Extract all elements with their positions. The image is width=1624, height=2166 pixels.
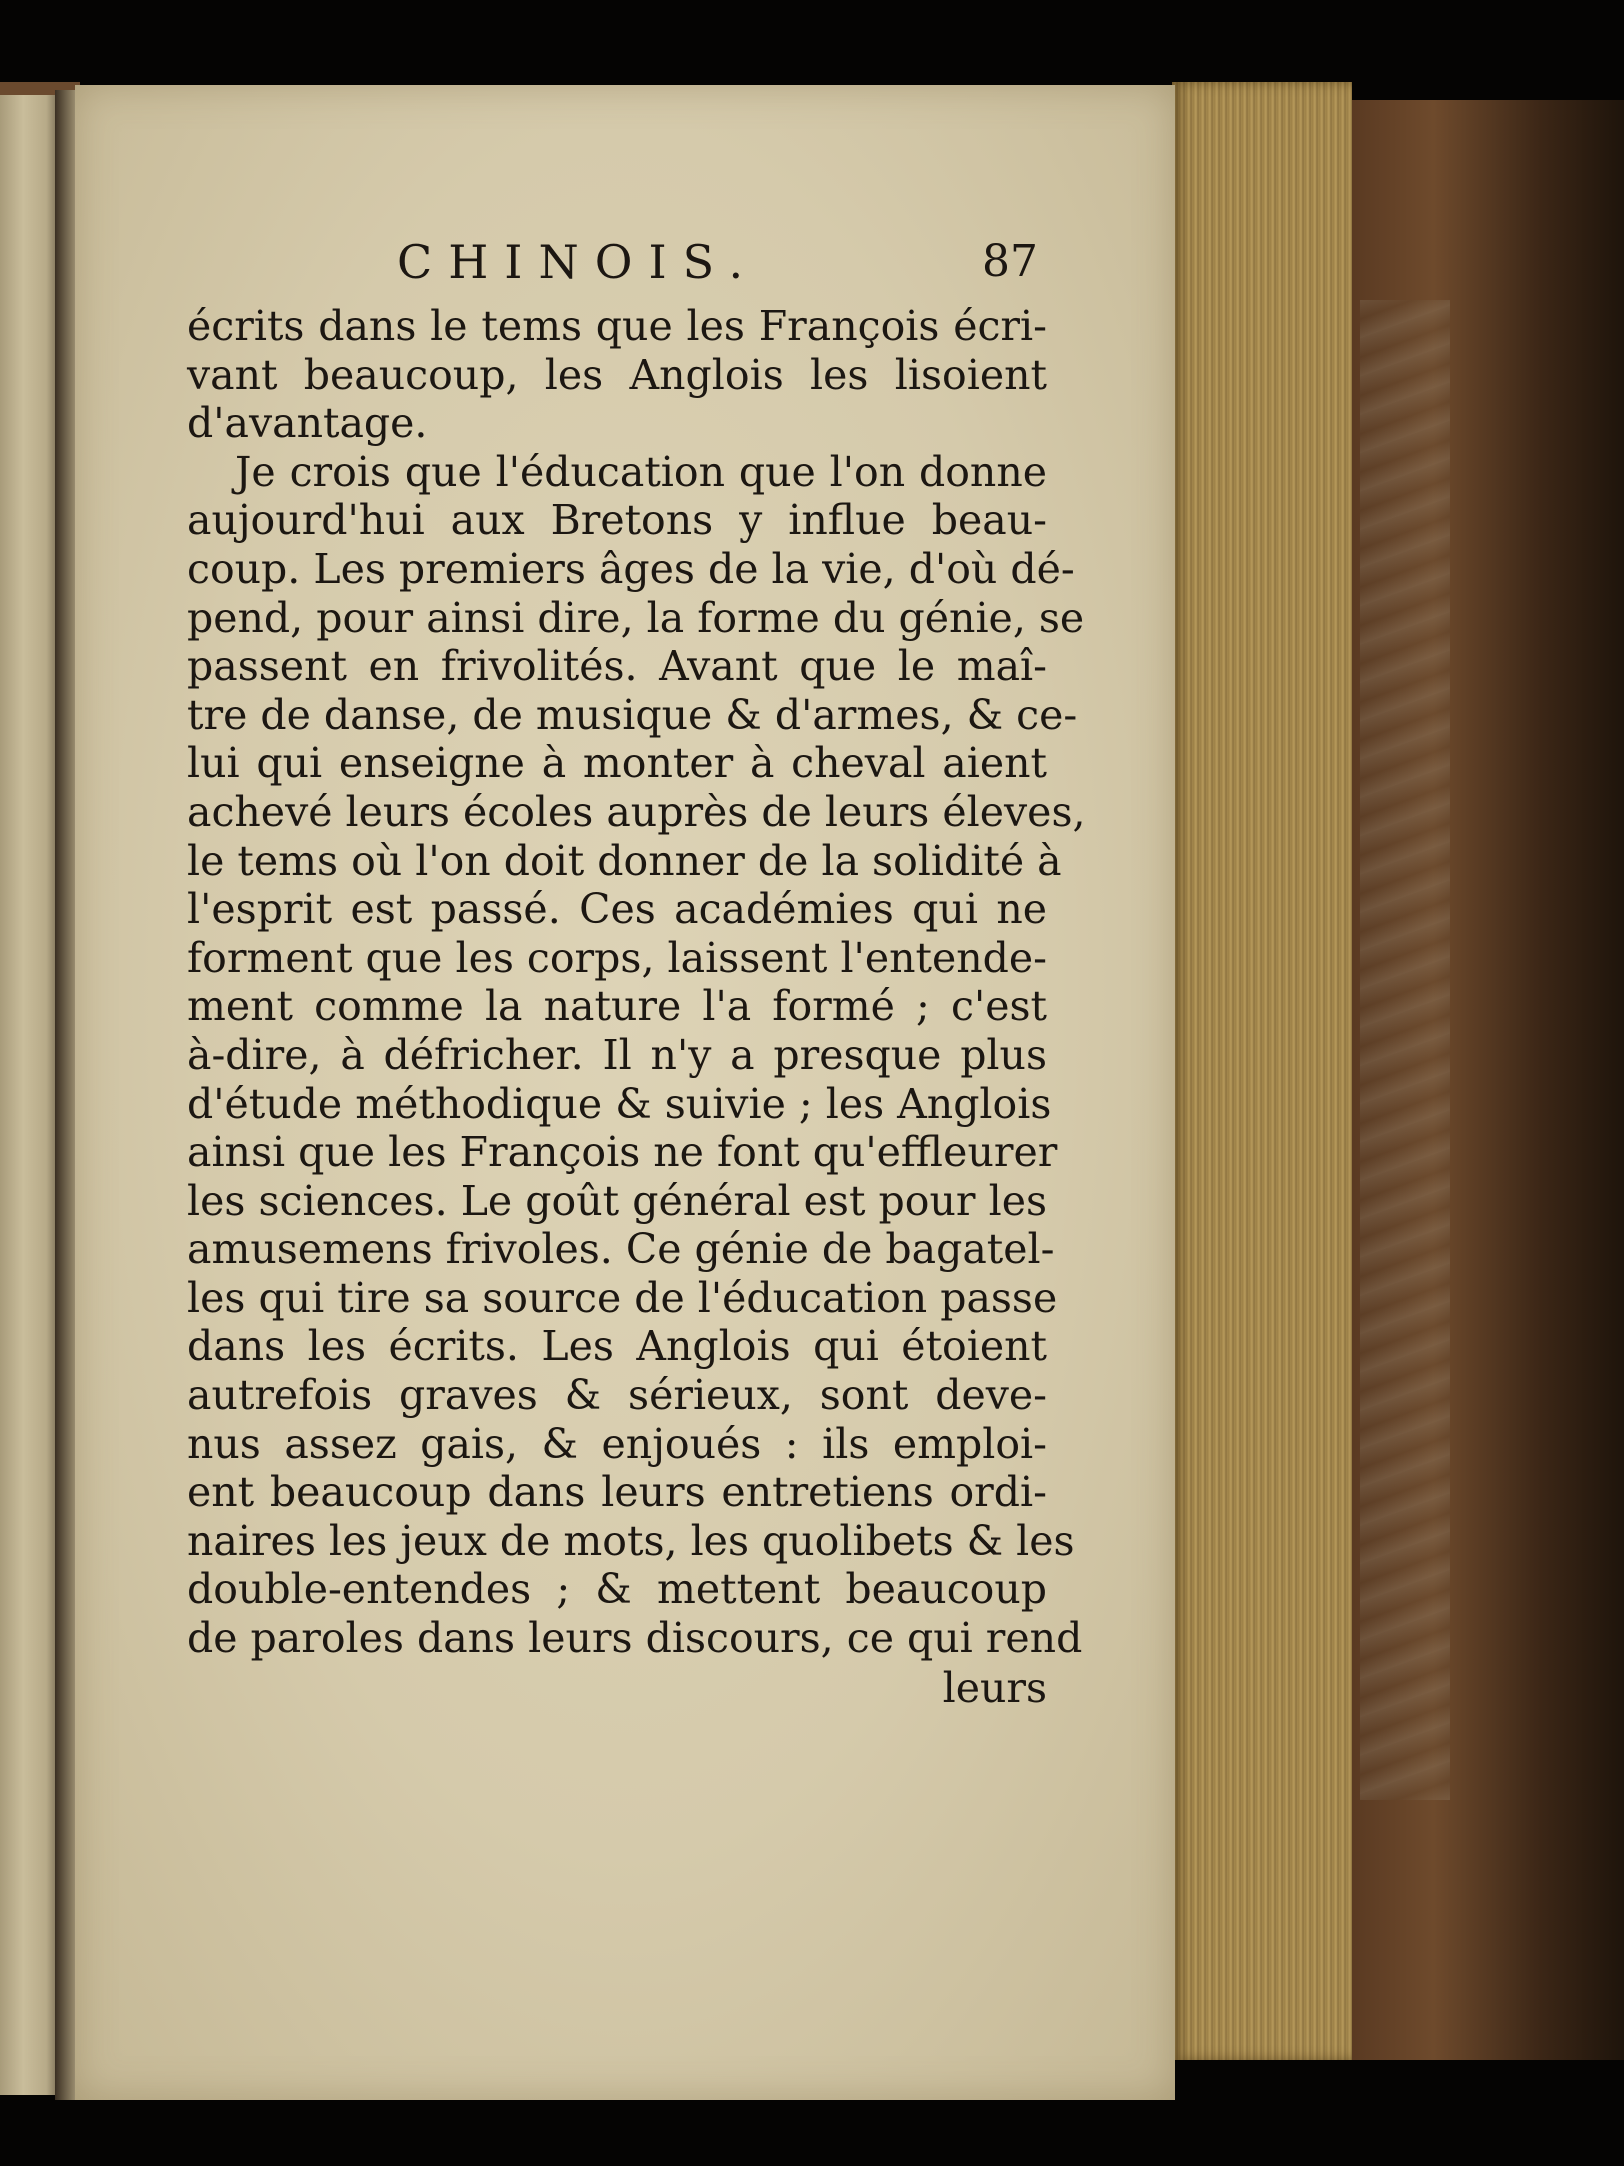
left-page [0, 95, 58, 2095]
text-line: autrefois graves & sérieux, sont deve- [187, 1371, 1047, 1420]
page-fore-edge [1172, 82, 1352, 2060]
text-line: à-dire, à défricher. Il n'y a presque plus [187, 1030, 1047, 1079]
text-line: aujourd'hui aux Bretons y influe beau- [187, 496, 1047, 545]
catchword: leurs [942, 1663, 1047, 1712]
text-line: écrits dans le tems que les François écri- [187, 302, 1047, 350]
text-line: double-entendes ; & mettent beaucoup [187, 1565, 1047, 1614]
text-line: naires les jeux de mots, les quolibets & les [187, 1516, 1075, 1565]
text-line: d'avantage. [187, 399, 428, 448]
text-line: d'étude méthodique & suivie ; les Anglois [187, 1079, 1052, 1128]
text-line: coup. Les premiers âges de la vie, d'où dé- [187, 544, 1075, 593]
text-line: lui qui enseigne à monter à cheval aient [187, 739, 1047, 788]
text-line: ent beaucoup dans leurs entretiens ordi- [187, 1468, 1047, 1517]
text-line: amusemens frivoles. Ce génie de bagatel- [187, 1225, 1055, 1274]
page-number: 87 [982, 236, 1038, 287]
text-line: nus assez gais, & enjoués : ils emploi- [187, 1419, 1047, 1468]
text-line: vant beaucoup, les Anglois les lisoient [187, 350, 1047, 399]
text-line: passent en frivolités. Avant que le maî- [187, 642, 1047, 691]
binding-texture [1360, 300, 1450, 1800]
text-line: Je crois que l'éducation que l'on donne [235, 447, 1047, 496]
text-block [187, 232, 1086, 1713]
text-line: de paroles dans leurs discours, ce qui rend [187, 1614, 1083, 1663]
text-line: tre de danse, de musique & d'armes, & ce- [187, 690, 1078, 739]
text-line: pend, pour ainsi dire, la forme du génie, se [187, 593, 1085, 642]
text-line: ainsi que les François ne font qu'effleurer [187, 1128, 1058, 1177]
running-head [187, 232, 1047, 302]
text-line: l'esprit est passé. Ces académies qui ne [187, 885, 1047, 934]
text-line: achevé leurs écoles auprès de leurs éleves, [187, 787, 1086, 836]
text-line: les qui tire sa source de l'éducation passe [187, 1273, 1058, 1322]
text-line: forment que les corps, laissent l'entende- [187, 933, 1047, 982]
text-line: ment comme la nature l'a formé ; c'est [187, 982, 1047, 1031]
running-head-title: CHINOIS. [397, 235, 760, 289]
text-line: le tems où l'on doit donner de la solidité à [187, 836, 1062, 885]
text-line: dans les écrits. Les Anglois qui étoient [187, 1322, 1047, 1371]
text-line: les sciences. Le goût général est pour les [187, 1176, 1047, 1225]
